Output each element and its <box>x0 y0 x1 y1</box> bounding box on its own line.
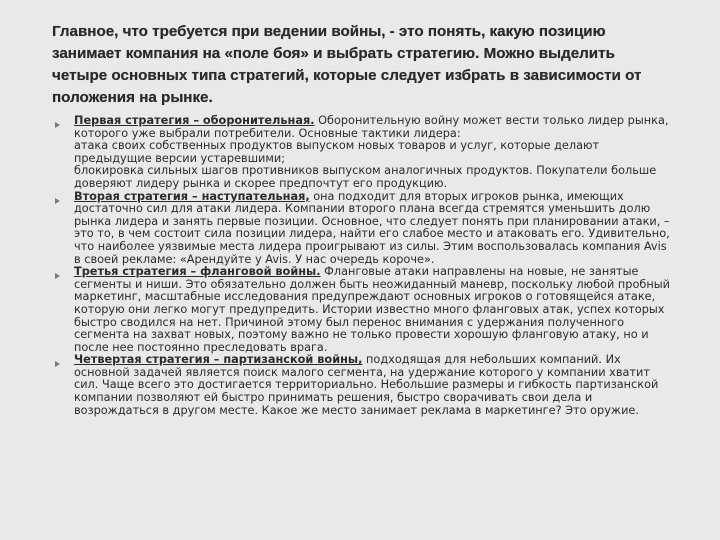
triangle-bullet-icon <box>55 198 60 204</box>
item-text: Оборонительную войну может вести только лидер рынка, которого уже выбрали потребители. Основные тактики лидера: <box>74 114 669 140</box>
triangle-bullet-icon <box>55 122 60 128</box>
item-lead: Первая стратегия – оборонительная. <box>74 114 315 127</box>
item-paragraph <box>74 266 672 354</box>
list-item-offensive <box>52 191 672 267</box>
item-text: Фланговые атаки направлены на новые, не занятые сегменты и ниши. Это обязательно должен быть неожиданный маневр, поскольку любой пробный маркетинг, масштабные исследования предупреждают основных игроков о готовящейся атаке, которую они легко могут предупредить. Истории известно много фланговых атак, успех которых быстро сводился на нет. Причиной этому был перенос внимания с удержания полученного сегмента на захват новых, поэтому важно не только провести хорошую фланговую атаку, но и после нее постоянно преследовать врага. <box>74 265 670 354</box>
item-paragraph: атака своих собственных продуктов выпуском новых товаров и услуг, которые делают предыдущие версии устаревшими; <box>74 139 600 165</box>
item-lead: Третья стратегия – фланговой войны. <box>74 265 321 279</box>
intro-heading: Главное, что требуется при ведении войны, - это понять, какую позицию занимает компания на «поле боя» и выбрать стратегию. Можно выделить четыре основных типа стратегий, которые следует избрать в зависимости от положения на рынке. <box>52 23 642 106</box>
item-lead: Четвертая стратегия – партизанской войны, <box>74 353 363 367</box>
list-item-flanking <box>52 266 672 354</box>
item-lead: Вторая стратегия – наступательная, <box>74 189 310 203</box>
item-paragraph <box>74 354 672 417</box>
item-paragraph: блокировка сильных шагов противников выпуском аналогичных продуктов. Покупатели больше доверяют лидеру рынка и скорее предпочтут его продукцию. <box>74 164 657 190</box>
triangle-bullet-icon <box>55 273 60 279</box>
list-item-guerrilla <box>52 354 672 417</box>
list-item-defensive <box>52 115 672 191</box>
item-text: она подходит для вторых игроков рынка, имеющих достаточно сил для атаки лидера. Компании второго плана всегда стремятся уменьшить долю рынка лидера и занять первые позиции. Основное, что следует понять при планировании атаки, – это то, в чем состоит сила позиции лидера, найти его слабое место и атаковать его. Удивительно, что наиболее уязвимые места лидера проигрывают из силы. Этим воспользовалась компания Avis в своей рекламе: «Арендуйте у Avis. У нас очередь короче». <box>74 189 670 266</box>
strategy-list <box>52 115 672 417</box>
item-text: подходящая для небольших компаний. Их основной задачей является поиск малого сегмента, на удержание которого у компании хватит сил. Чаще всего это достигается территориально. Небольшие размеры и гибкость партизанской компании позволяют ей быстро принимать решения, быстро сворачивать свои дела и возрождаться в другом месте. Какое же место занимает реклама в маркетинге? Это оружие. <box>74 353 659 417</box>
triangle-bullet-icon <box>55 361 60 367</box>
item-paragraph <box>74 191 672 267</box>
item-paragraph <box>74 115 672 140</box>
